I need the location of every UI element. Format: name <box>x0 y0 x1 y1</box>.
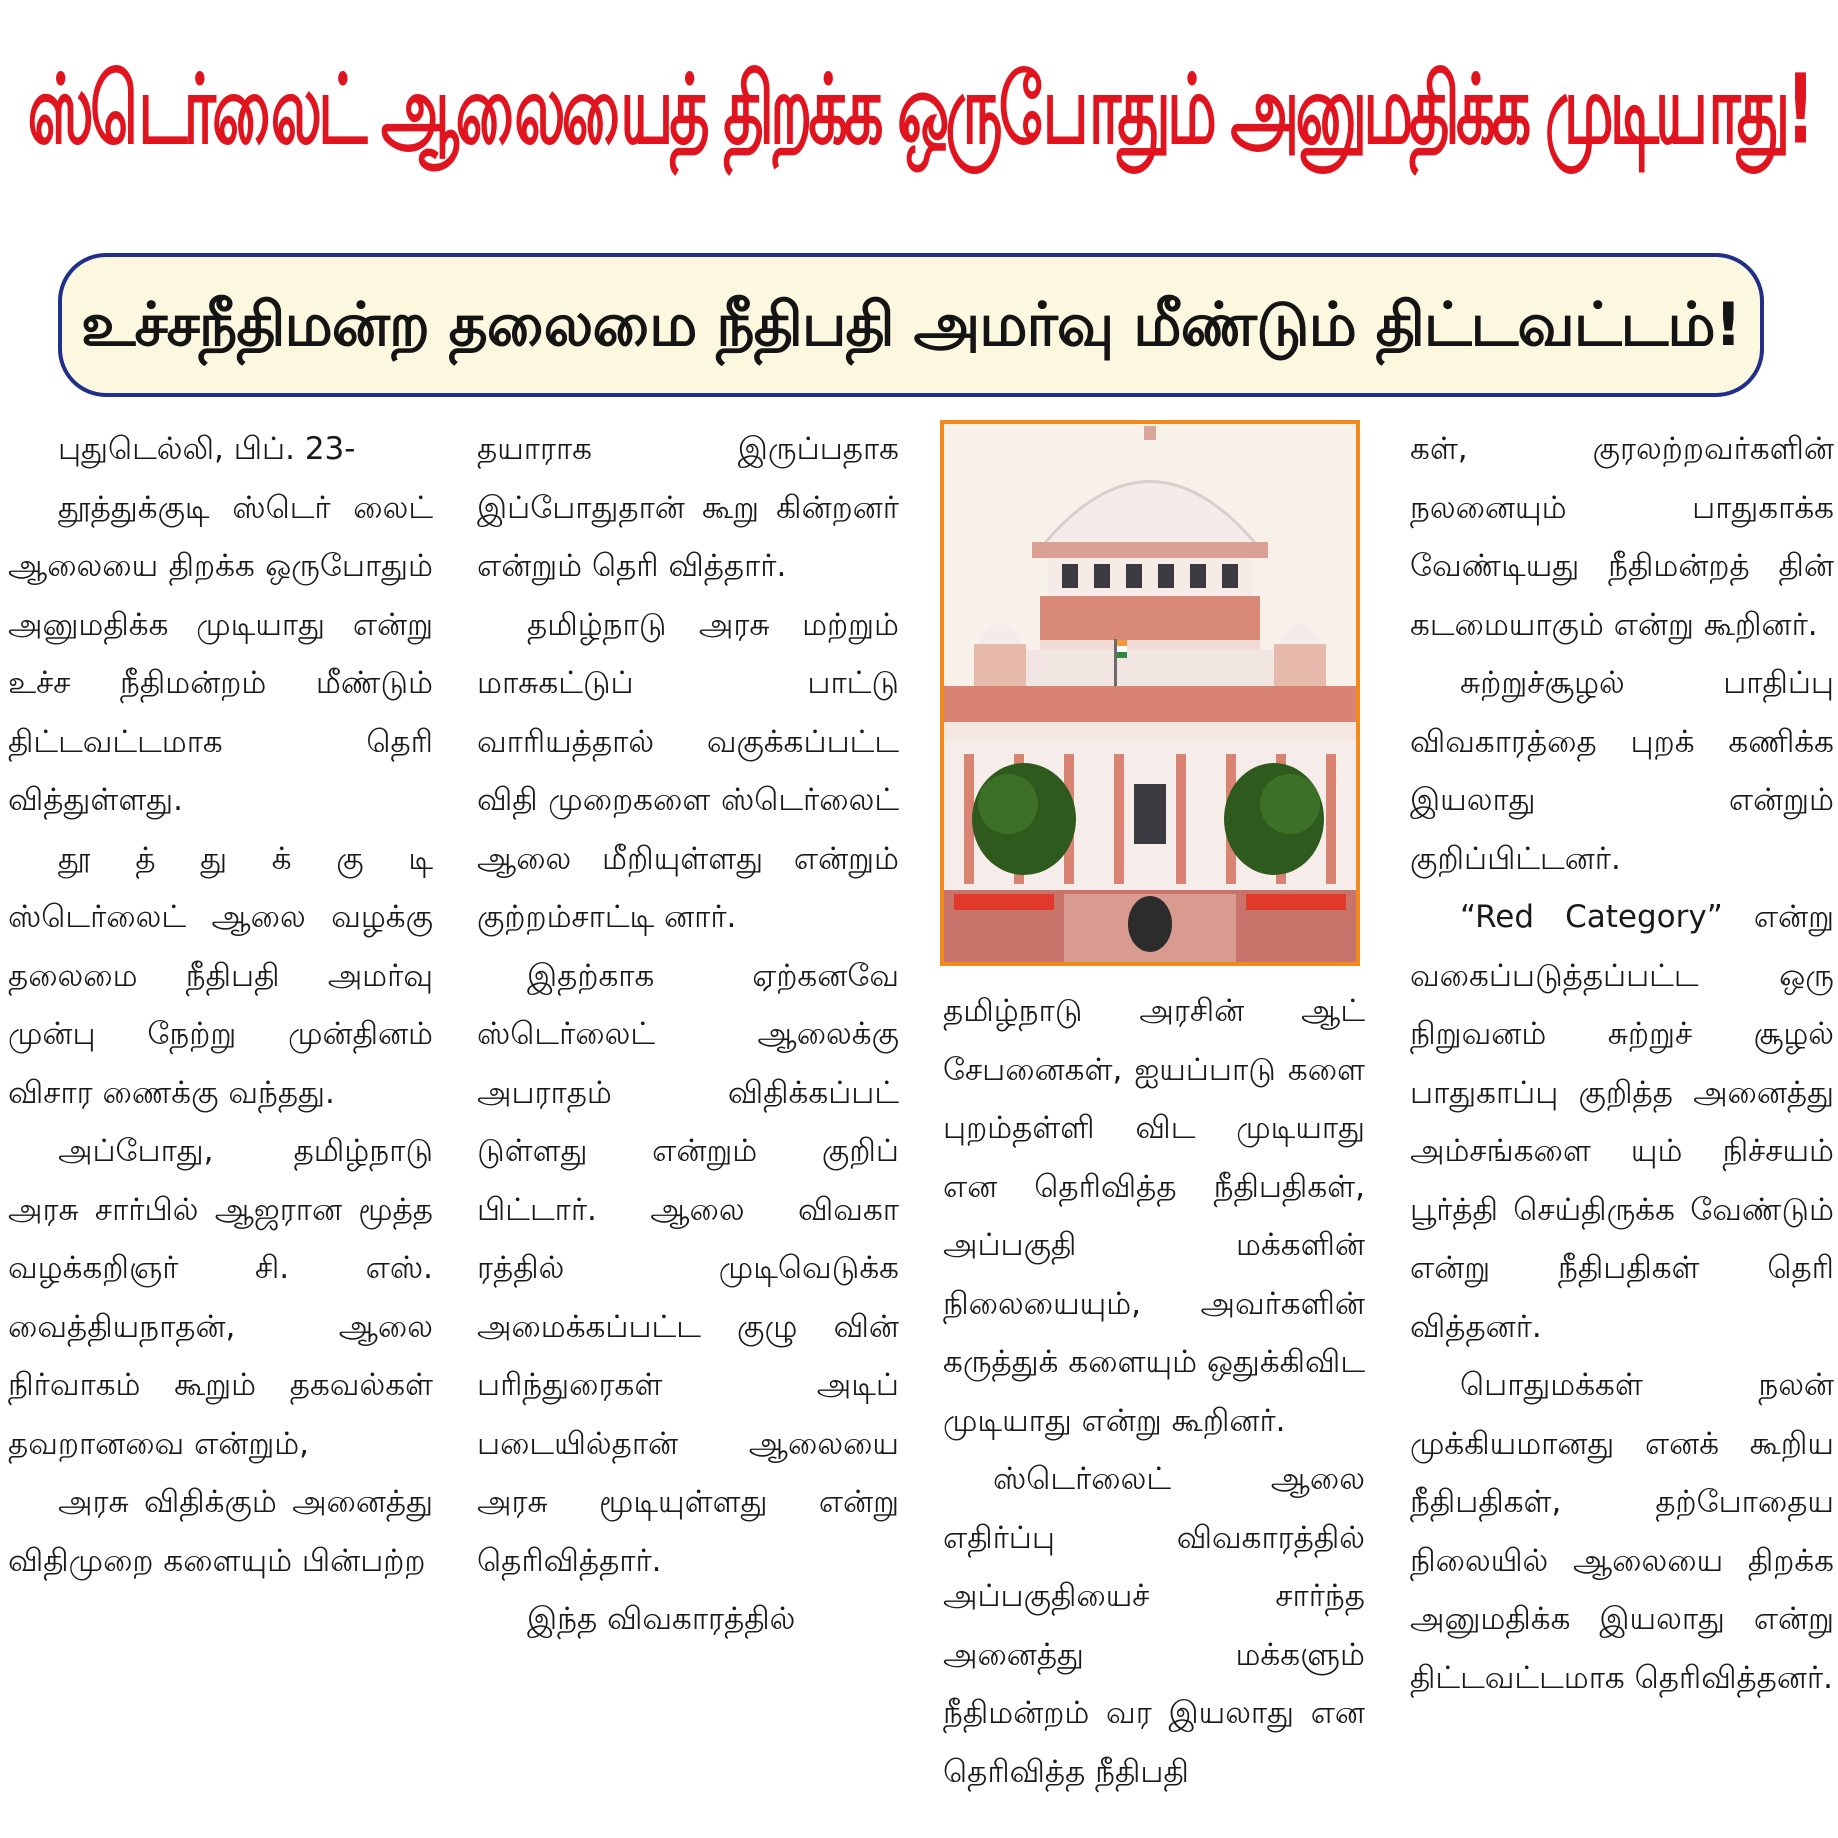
paragraph: “Red Category” என்று வகைப்படுத்தப்பட்ட ஒரு நிறுவனம் சுற்றுச் சூழல் பாதுகாப்பு குறித்த அனைத்து அம்சங்களை யும் நிச்சயம் பூர்த்தி செய்திருக்க வேண்டும் என்று நீதிபதிகள் தெரி வித்தனர். <box>1410 899 1834 1345</box>
paragraph: தூ த் து க் கு டி ஸ்டெர்லைட் ஆலை வழக்கு தலைமை நீதிபதி அமர்வு முன்பு நேற்று முன்தினம் விசார ணைக்கு வந்தது. <box>8 840 433 1111</box>
paragraph: இந்த விவகாரத்தில் <box>527 1601 796 1637</box>
article-column-3 <box>943 982 1365 1832</box>
paragraph: தூத்துக்குடி ஸ்டெர் லைட் ஆலையை திறக்க ஒருபோதும் அனுமதிக்க முடியாது என்று உச்ச நீதிமன்றம் மீண்டும் திட்டவட்டமாக தெரி வித்துள்ளது. <box>8 489 433 818</box>
dateline: புதுடெல்லி, பிப். 23- <box>58 431 356 467</box>
paragraph: ஸ்டெர்லைட் ஆலை எதிர்ப்பு விவகாரத்தில் அப்பகுதியைச் சார்ந்த அனைத்து மக்களும் நீதிமன்றம் வர இயலாது என தெரிவித்த நீதிபதி <box>943 1461 1365 1790</box>
paragraph: அரசு விதிக்கும் அனைத்து விதிமுறை களையும் பின்பற்ற <box>8 1484 433 1579</box>
article-column-1 <box>8 420 433 1830</box>
paragraph: தமிழ்நாடு அரசின் ஆட் சேபனைகள், ஐயப்பாடு களை புறம்தள்ளி விட முடியாது என தெரிவித்த நீதிபதிகள், அப்பகுதி மக்களின் நிலையையும், அவர்களின் கருத்துக் களையும் ஒதுக்கிவிட முடியாது என்று கூறினர். <box>943 993 1365 1439</box>
subheadline-box <box>58 253 1764 397</box>
paragraph: தயாராக இருப்பதாக இப்போதுதான் கூறு கின்றனர் என்றும் தெரி வித்தார். <box>477 431 899 584</box>
paragraph: இதற்காக ஏற்கனவே ஸ்டெர்லைட் ஆலைக்கு அபராதம் விதிக்கப்பட் டுள்ளது என்றும் குறிப் பிட்டார். ஆலை விவகா ரத்தில் முடிவெடுக்க அமைக்கப்பட்ட குழு வின் பரிந்துரைகள் அடிப் படையில்தான் ஆலையை அரசு மூடியுள்ளது என்று தெரிவித்தார். <box>477 957 899 1579</box>
paragraph: தமிழ்நாடு அரசு மற்றும் மாசுகட்டுப் பாட்டு வாரியத்தால் வகுக்கப்பட்ட விதி முறைகளை ஸ்டெர்லைட் ஆலை மீறியுள்ளது என்றும் குற்றம்சாட்டி னார். <box>477 606 899 935</box>
article-column-4 <box>1410 420 1834 1830</box>
article-column-2 <box>477 420 899 1830</box>
paragraph: கள், குரலற்றவர்களின் நலனையும் பாதுகாக்க வேண்டியது நீதிமன்றத் தின் கடமையாகும் என்று கூறினர். <box>1410 431 1834 643</box>
paragraph: பொதுமக்கள் நலன் முக்கியமானது எனக் கூறிய நீதிபதிகள், தற்போதைய நிலையில் ஆலையை திறக்க அனுமதிக்க இயலாது என்று திட்டவட்டமாக தெரிவித்தனர். <box>1410 1367 1834 1696</box>
paragraph: அப்போது, தமிழ்நாடு அரசு சார்பில் ஆஜரான மூத்த வழக்கறிஞர் சி. எஸ். வைத்தியநாதன், ஆலை நிர்வாகம் கூறும் தகவல்கள் தவறானவை என்றும், <box>8 1133 433 1462</box>
supreme-court-photo <box>940 420 1360 966</box>
headline: ஸ்டெர்லைட் ஆலையைத் திறக்க ஒருபோதும் அனுமதிக்க முடியாது! <box>27 52 1811 166</box>
subheadline: உச்சநீதிமன்ற தலைமை நீதிபதி அமர்வு மீண்டும் திட்டவட்டம்! <box>81 290 1741 360</box>
paragraph: சுற்றுச்சூழல் பாதிப்பு விவகாரத்தை புறக் கணிக்க இயலாது என்றும் குறிப்பிட்டனர். <box>1410 665 1834 877</box>
